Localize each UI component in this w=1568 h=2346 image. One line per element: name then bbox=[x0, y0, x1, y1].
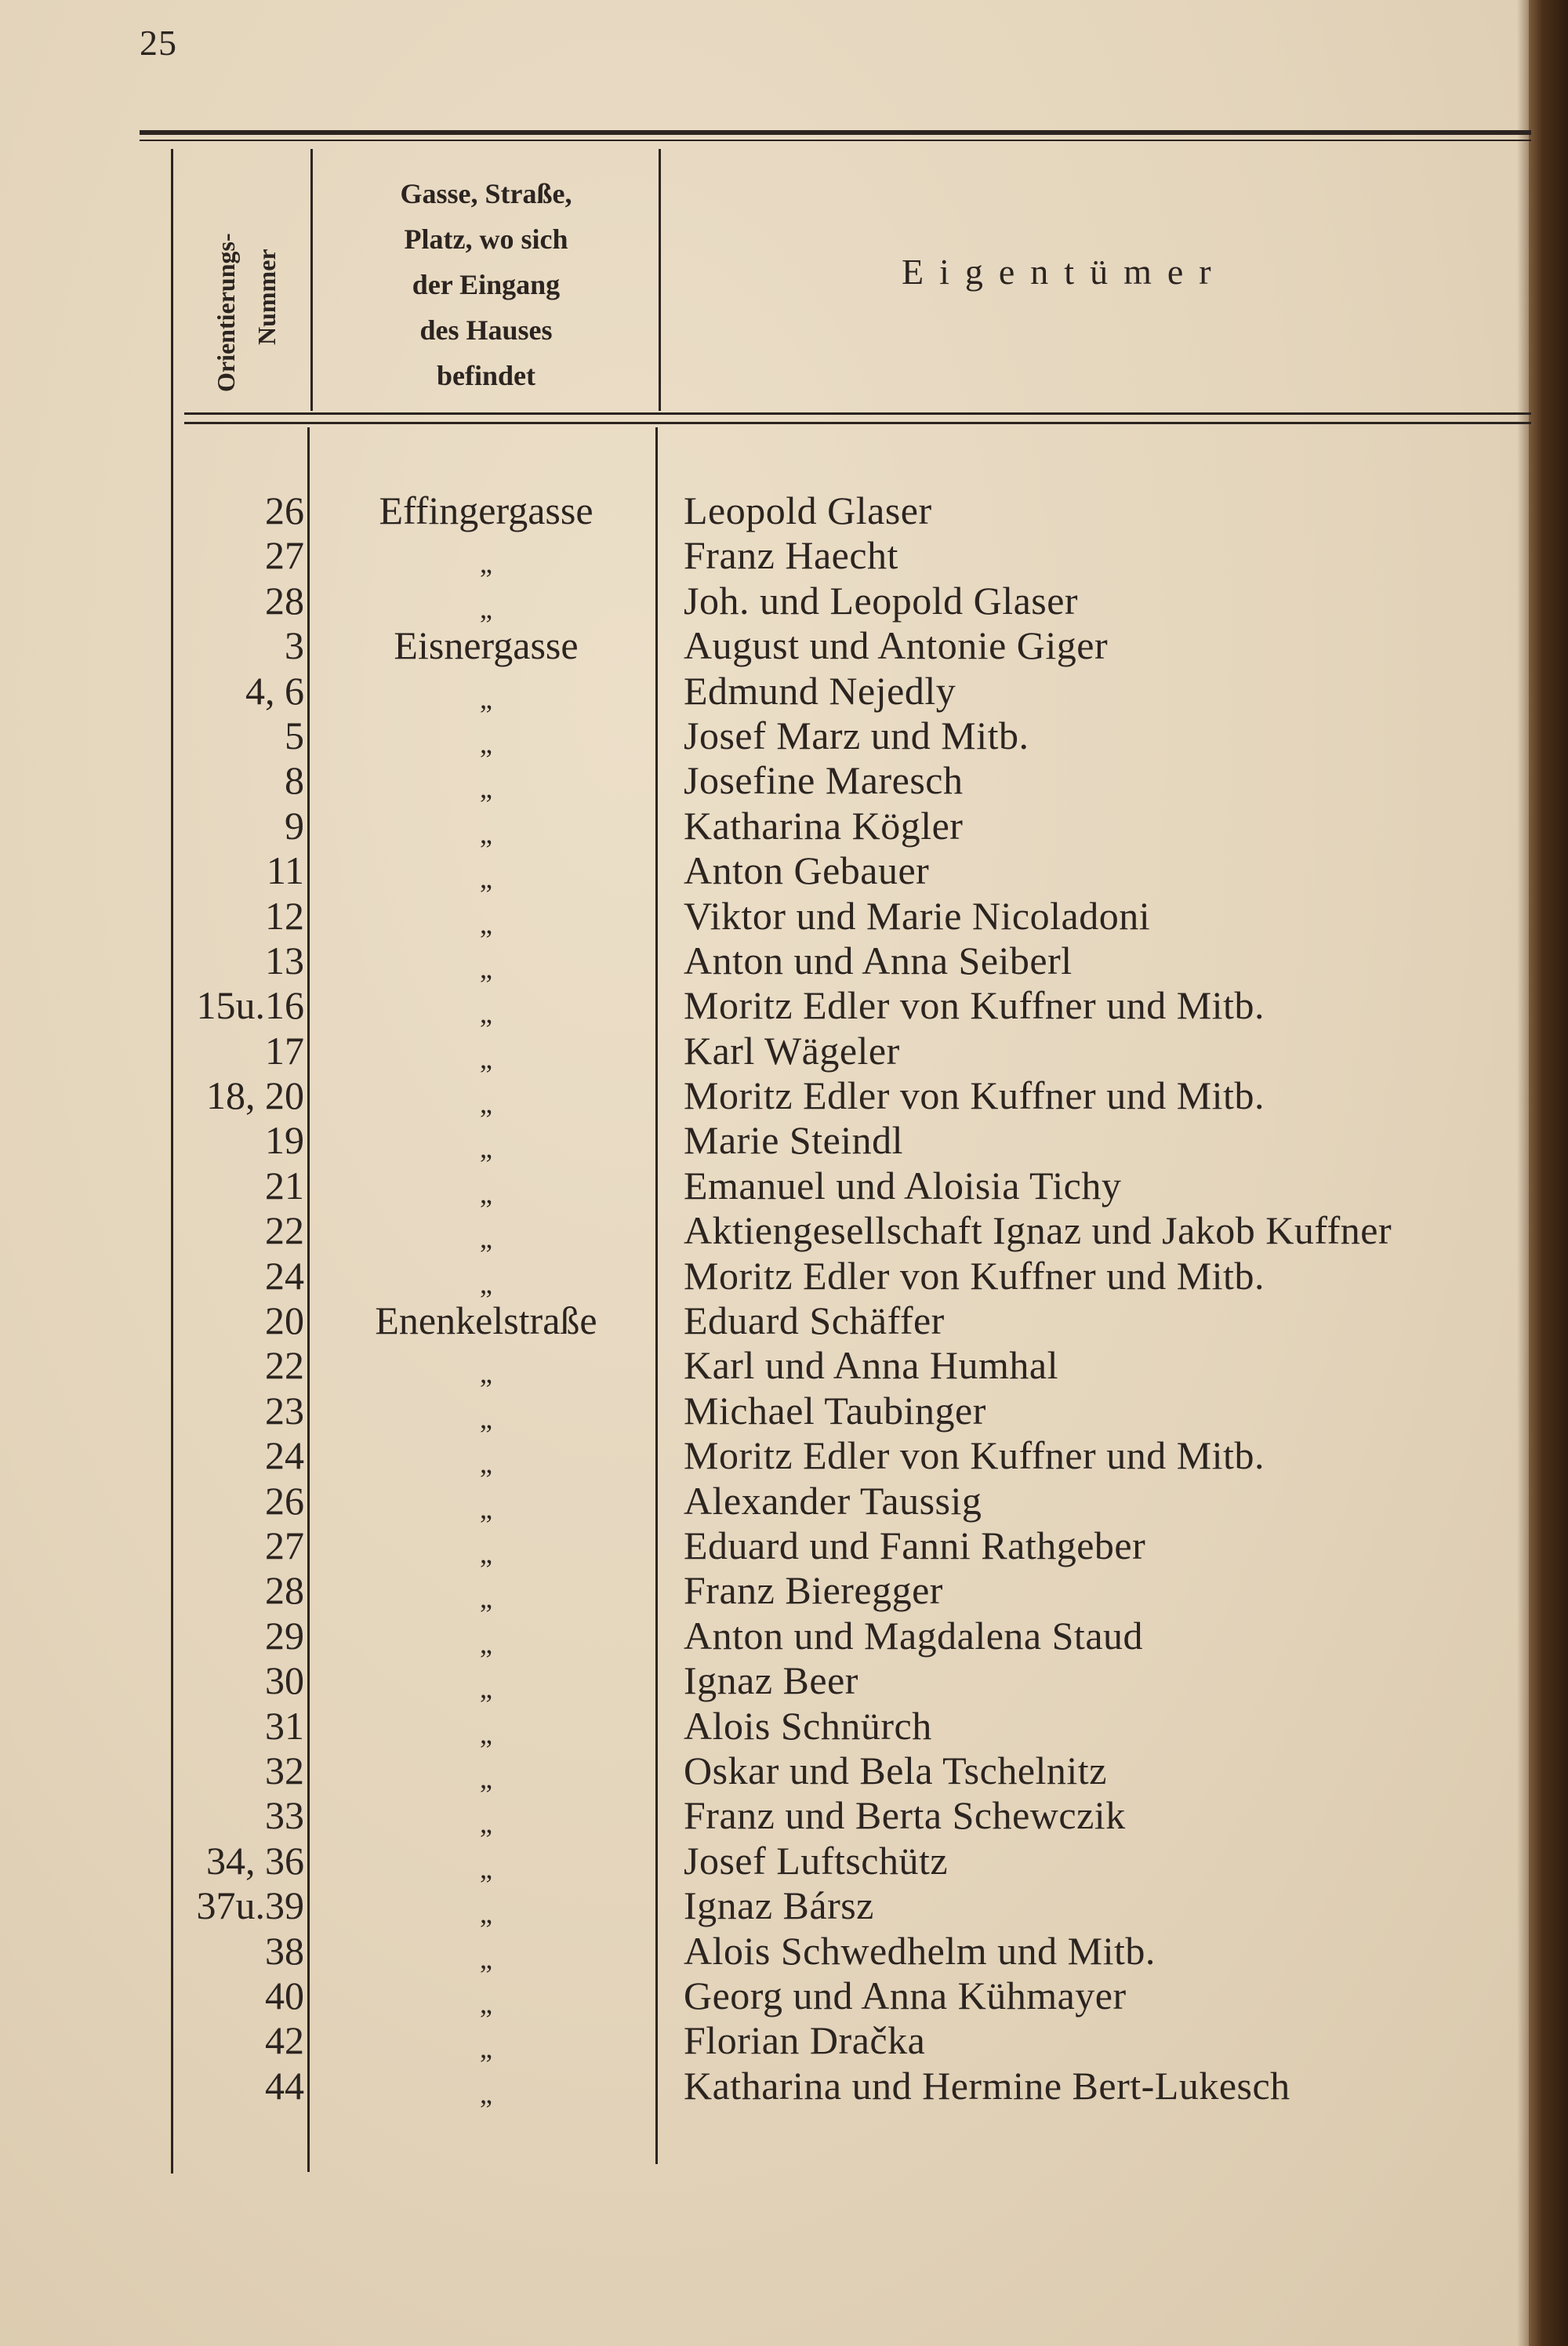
street-name: „ bbox=[480, 1672, 492, 1705]
table-row bbox=[0, 1254, 1568, 1298]
table-row bbox=[0, 1793, 1568, 1838]
table-row bbox=[0, 939, 1568, 983]
owner-name: Karl Wägeler bbox=[684, 1028, 900, 1073]
owner-name: Eduard und Fanni Rathgeber bbox=[684, 1523, 1146, 1567]
house-number: 21 bbox=[265, 1163, 304, 1208]
street-name: „ bbox=[480, 1267, 492, 1299]
header-number-line-1: Orientierungs- bbox=[212, 233, 240, 392]
owner-name: Michael Taubinger bbox=[684, 1388, 986, 1433]
table-row bbox=[0, 1523, 1568, 1568]
owner-name: Franz Bieregger bbox=[684, 1568, 943, 1613]
street-name: Eisnergasse bbox=[394, 623, 579, 668]
house-number: 38 bbox=[265, 1928, 304, 1973]
street-name: „ bbox=[480, 862, 492, 895]
table-row bbox=[0, 2064, 1568, 2108]
owner-name: Karl und Anna Humhal bbox=[684, 1343, 1058, 1388]
house-number: 37u.39 bbox=[196, 1883, 304, 1928]
street-name: Effingergasse bbox=[379, 488, 593, 532]
house-number: 4, 6 bbox=[245, 668, 304, 713]
header-street-line: befindet bbox=[437, 360, 535, 391]
street-name: „ bbox=[480, 1357, 492, 1389]
owner-name: Josefine Maresch bbox=[684, 758, 964, 803]
street-name: „ bbox=[480, 817, 492, 849]
table-row bbox=[0, 1343, 1568, 1388]
table-row bbox=[0, 1883, 1568, 1928]
owner-table bbox=[0, 488, 1568, 2108]
header-rule-1 bbox=[184, 412, 1531, 415]
table-row bbox=[0, 533, 1568, 578]
header-street-column bbox=[314, 171, 659, 398]
owner-name: Ignaz Bársz bbox=[684, 1883, 874, 1928]
street-name: „ bbox=[480, 1088, 492, 1120]
street-name: „ bbox=[480, 1582, 492, 1614]
column-line-number-street bbox=[310, 149, 313, 411]
table-row bbox=[0, 1298, 1568, 1343]
table-row bbox=[0, 1929, 1568, 1974]
table-row bbox=[0, 983, 1568, 1028]
street-name: „ bbox=[480, 1492, 492, 1524]
owner-name: Josef Luftschütz bbox=[684, 1838, 949, 1883]
owner-name: Joh. und Leopold Glaser bbox=[684, 578, 1079, 623]
header-number-line-2: Nummer bbox=[252, 249, 281, 345]
house-number: 29 bbox=[265, 1613, 304, 1658]
street-name: „ bbox=[480, 1898, 492, 1930]
owner-name: Leopold Glaser bbox=[684, 488, 932, 532]
street-name: „ bbox=[480, 1177, 492, 1209]
street-name: „ bbox=[480, 907, 492, 939]
house-number: 40 bbox=[265, 1973, 304, 2017]
street-name: „ bbox=[480, 547, 492, 579]
table-row bbox=[0, 579, 1568, 623]
street-name: „ bbox=[480, 1402, 492, 1434]
owner-name: Anton und Magdalena Staud bbox=[684, 1613, 1144, 1658]
table-row bbox=[0, 623, 1568, 668]
house-number: 34, 36 bbox=[206, 1838, 304, 1883]
owner-name: Katharina Kögler bbox=[684, 803, 964, 848]
header-street-line: Gasse, Straße, bbox=[400, 178, 572, 209]
owner-name: Franz und Berta Schewczik bbox=[684, 1793, 1126, 1838]
house-number: 3 bbox=[285, 623, 304, 668]
table-row bbox=[0, 1658, 1568, 1703]
table-row bbox=[0, 1029, 1568, 1073]
owner-name: Moritz Edler von Kuffner und Mitb. bbox=[684, 1433, 1265, 1478]
street-name: „ bbox=[480, 1132, 492, 1164]
owner-name: Franz Haecht bbox=[684, 533, 898, 578]
house-number: 42 bbox=[265, 2018, 304, 2063]
street-name: „ bbox=[480, 1222, 492, 1255]
table-row bbox=[0, 1749, 1568, 1793]
house-number: 28 bbox=[265, 578, 304, 623]
owner-name: Viktor und Marie Nicoladoni bbox=[684, 893, 1151, 938]
house-number: 20 bbox=[265, 1298, 304, 1343]
header-street-line: des Hauses bbox=[419, 314, 553, 346]
owner-name: Moritz Edler von Kuffner und Mitb. bbox=[684, 983, 1265, 1028]
table-row bbox=[0, 714, 1568, 758]
owner-name: Katharina und Hermine Bert-Lukesch bbox=[684, 2063, 1290, 2108]
house-number: 24 bbox=[265, 1433, 304, 1478]
table-row bbox=[0, 669, 1568, 714]
street-name: „ bbox=[480, 1627, 492, 1659]
table-row bbox=[0, 1839, 1568, 1883]
street-name: „ bbox=[480, 2032, 492, 2065]
owner-name: August und Antonie Giger bbox=[684, 623, 1109, 668]
house-number: 5 bbox=[285, 713, 304, 757]
table-row bbox=[0, 1614, 1568, 1658]
house-number: 11 bbox=[266, 848, 304, 893]
header-street-line: Platz, wo sich bbox=[404, 223, 568, 255]
house-number: 22 bbox=[265, 1208, 304, 1253]
street-name: „ bbox=[480, 952, 492, 984]
header-street-line: der Eingang bbox=[412, 269, 561, 300]
street-name: „ bbox=[480, 1807, 492, 1839]
table-row bbox=[0, 1073, 1568, 1118]
owner-name: Edmund Nejedly bbox=[684, 668, 956, 713]
street-name: „ bbox=[480, 1447, 492, 1480]
column-line-street-owner bbox=[659, 149, 661, 411]
owner-name: Marie Steindl bbox=[684, 1118, 904, 1163]
house-number: 23 bbox=[265, 1388, 304, 1433]
house-number: 33 bbox=[265, 1793, 304, 1838]
owner-name: Aktiengesellschaft Ignaz und Jakob Kuffner bbox=[684, 1208, 1392, 1253]
house-number: 12 bbox=[265, 893, 304, 938]
owner-name: Emanuel und Aloisia Tichy bbox=[684, 1163, 1122, 1208]
top-rule-thick bbox=[140, 130, 1531, 135]
street-name: „ bbox=[480, 682, 492, 714]
table-row bbox=[0, 1479, 1568, 1523]
owner-name: Anton Gebauer bbox=[684, 848, 930, 893]
header-owner-column: Eigentümer bbox=[902, 252, 1227, 292]
table-row bbox=[0, 1974, 1568, 2018]
header-number-column bbox=[179, 149, 320, 416]
street-name: „ bbox=[480, 727, 492, 759]
owner-name: Alexander Taussig bbox=[684, 1478, 982, 1523]
table-row bbox=[0, 2018, 1568, 2063]
owner-name: Oskar und Bela Tschelnitz bbox=[684, 1748, 1107, 1792]
owner-name: Florian Dračka bbox=[684, 2018, 926, 2063]
house-number: 15u.16 bbox=[196, 983, 304, 1028]
owner-name: Georg und Anna Kühmayer bbox=[684, 1973, 1127, 2017]
house-number: 9 bbox=[285, 803, 304, 848]
street-name: „ bbox=[480, 1717, 492, 1749]
street-name: „ bbox=[480, 1942, 492, 1974]
house-number: 19 bbox=[265, 1118, 304, 1163]
house-number: 26 bbox=[265, 1478, 304, 1523]
house-number: 32 bbox=[265, 1748, 304, 1792]
house-number: 26 bbox=[265, 488, 304, 532]
house-number: 17 bbox=[265, 1028, 304, 1073]
page-number: 25 bbox=[140, 23, 177, 63]
house-number: 18, 20 bbox=[206, 1073, 304, 1118]
owner-name: Anton und Anna Seiberl bbox=[684, 938, 1073, 982]
house-number: 27 bbox=[265, 533, 304, 578]
owner-name: Moritz Edler von Kuffner und Mitb. bbox=[684, 1253, 1265, 1298]
table-row bbox=[0, 894, 1568, 939]
table-row bbox=[0, 848, 1568, 893]
house-number: 44 bbox=[265, 2063, 304, 2108]
owner-name: Alois Schnürch bbox=[684, 1703, 932, 1748]
street-name: „ bbox=[480, 2077, 492, 2109]
owner-name: Josef Marz und Mitb. bbox=[684, 713, 1029, 757]
table-row bbox=[0, 1568, 1568, 1613]
street-name: „ bbox=[480, 1852, 492, 1884]
table-row bbox=[0, 758, 1568, 803]
house-number: 28 bbox=[265, 1568, 304, 1613]
house-number: 31 bbox=[265, 1703, 304, 1748]
street-name: „ bbox=[480, 1762, 492, 1794]
table-row bbox=[0, 1433, 1568, 1478]
owner-name: Moritz Edler von Kuffner und Mitb. bbox=[684, 1073, 1265, 1118]
street-name: Enenkelstraße bbox=[375, 1298, 597, 1343]
table-row bbox=[0, 1164, 1568, 1208]
owner-name: Eduard Schäffer bbox=[684, 1298, 945, 1343]
street-name: „ bbox=[480, 772, 492, 804]
street-name: „ bbox=[480, 592, 492, 624]
table-row bbox=[0, 1118, 1568, 1163]
house-number: 24 bbox=[265, 1253, 304, 1298]
street-name: „ bbox=[480, 1537, 492, 1569]
owner-name: Ignaz Beer bbox=[684, 1658, 858, 1703]
table-row bbox=[0, 804, 1568, 848]
street-name: „ bbox=[480, 1987, 492, 2019]
table-row bbox=[0, 1389, 1568, 1433]
top-rule-thin bbox=[140, 140, 1531, 141]
owner-name: Alois Schwedhelm und Mitb. bbox=[684, 1928, 1156, 1973]
table-row bbox=[0, 1208, 1568, 1253]
house-number: 27 bbox=[265, 1523, 304, 1567]
street-name: „ bbox=[480, 997, 492, 1030]
street-name: „ bbox=[480, 1042, 492, 1074]
header-rule-2 bbox=[184, 422, 1531, 424]
table-row bbox=[0, 1704, 1568, 1749]
house-number: 22 bbox=[265, 1343, 304, 1388]
house-number: 13 bbox=[265, 938, 304, 982]
house-number: 8 bbox=[285, 758, 304, 803]
house-number: 30 bbox=[265, 1658, 304, 1703]
table-row bbox=[0, 488, 1568, 533]
